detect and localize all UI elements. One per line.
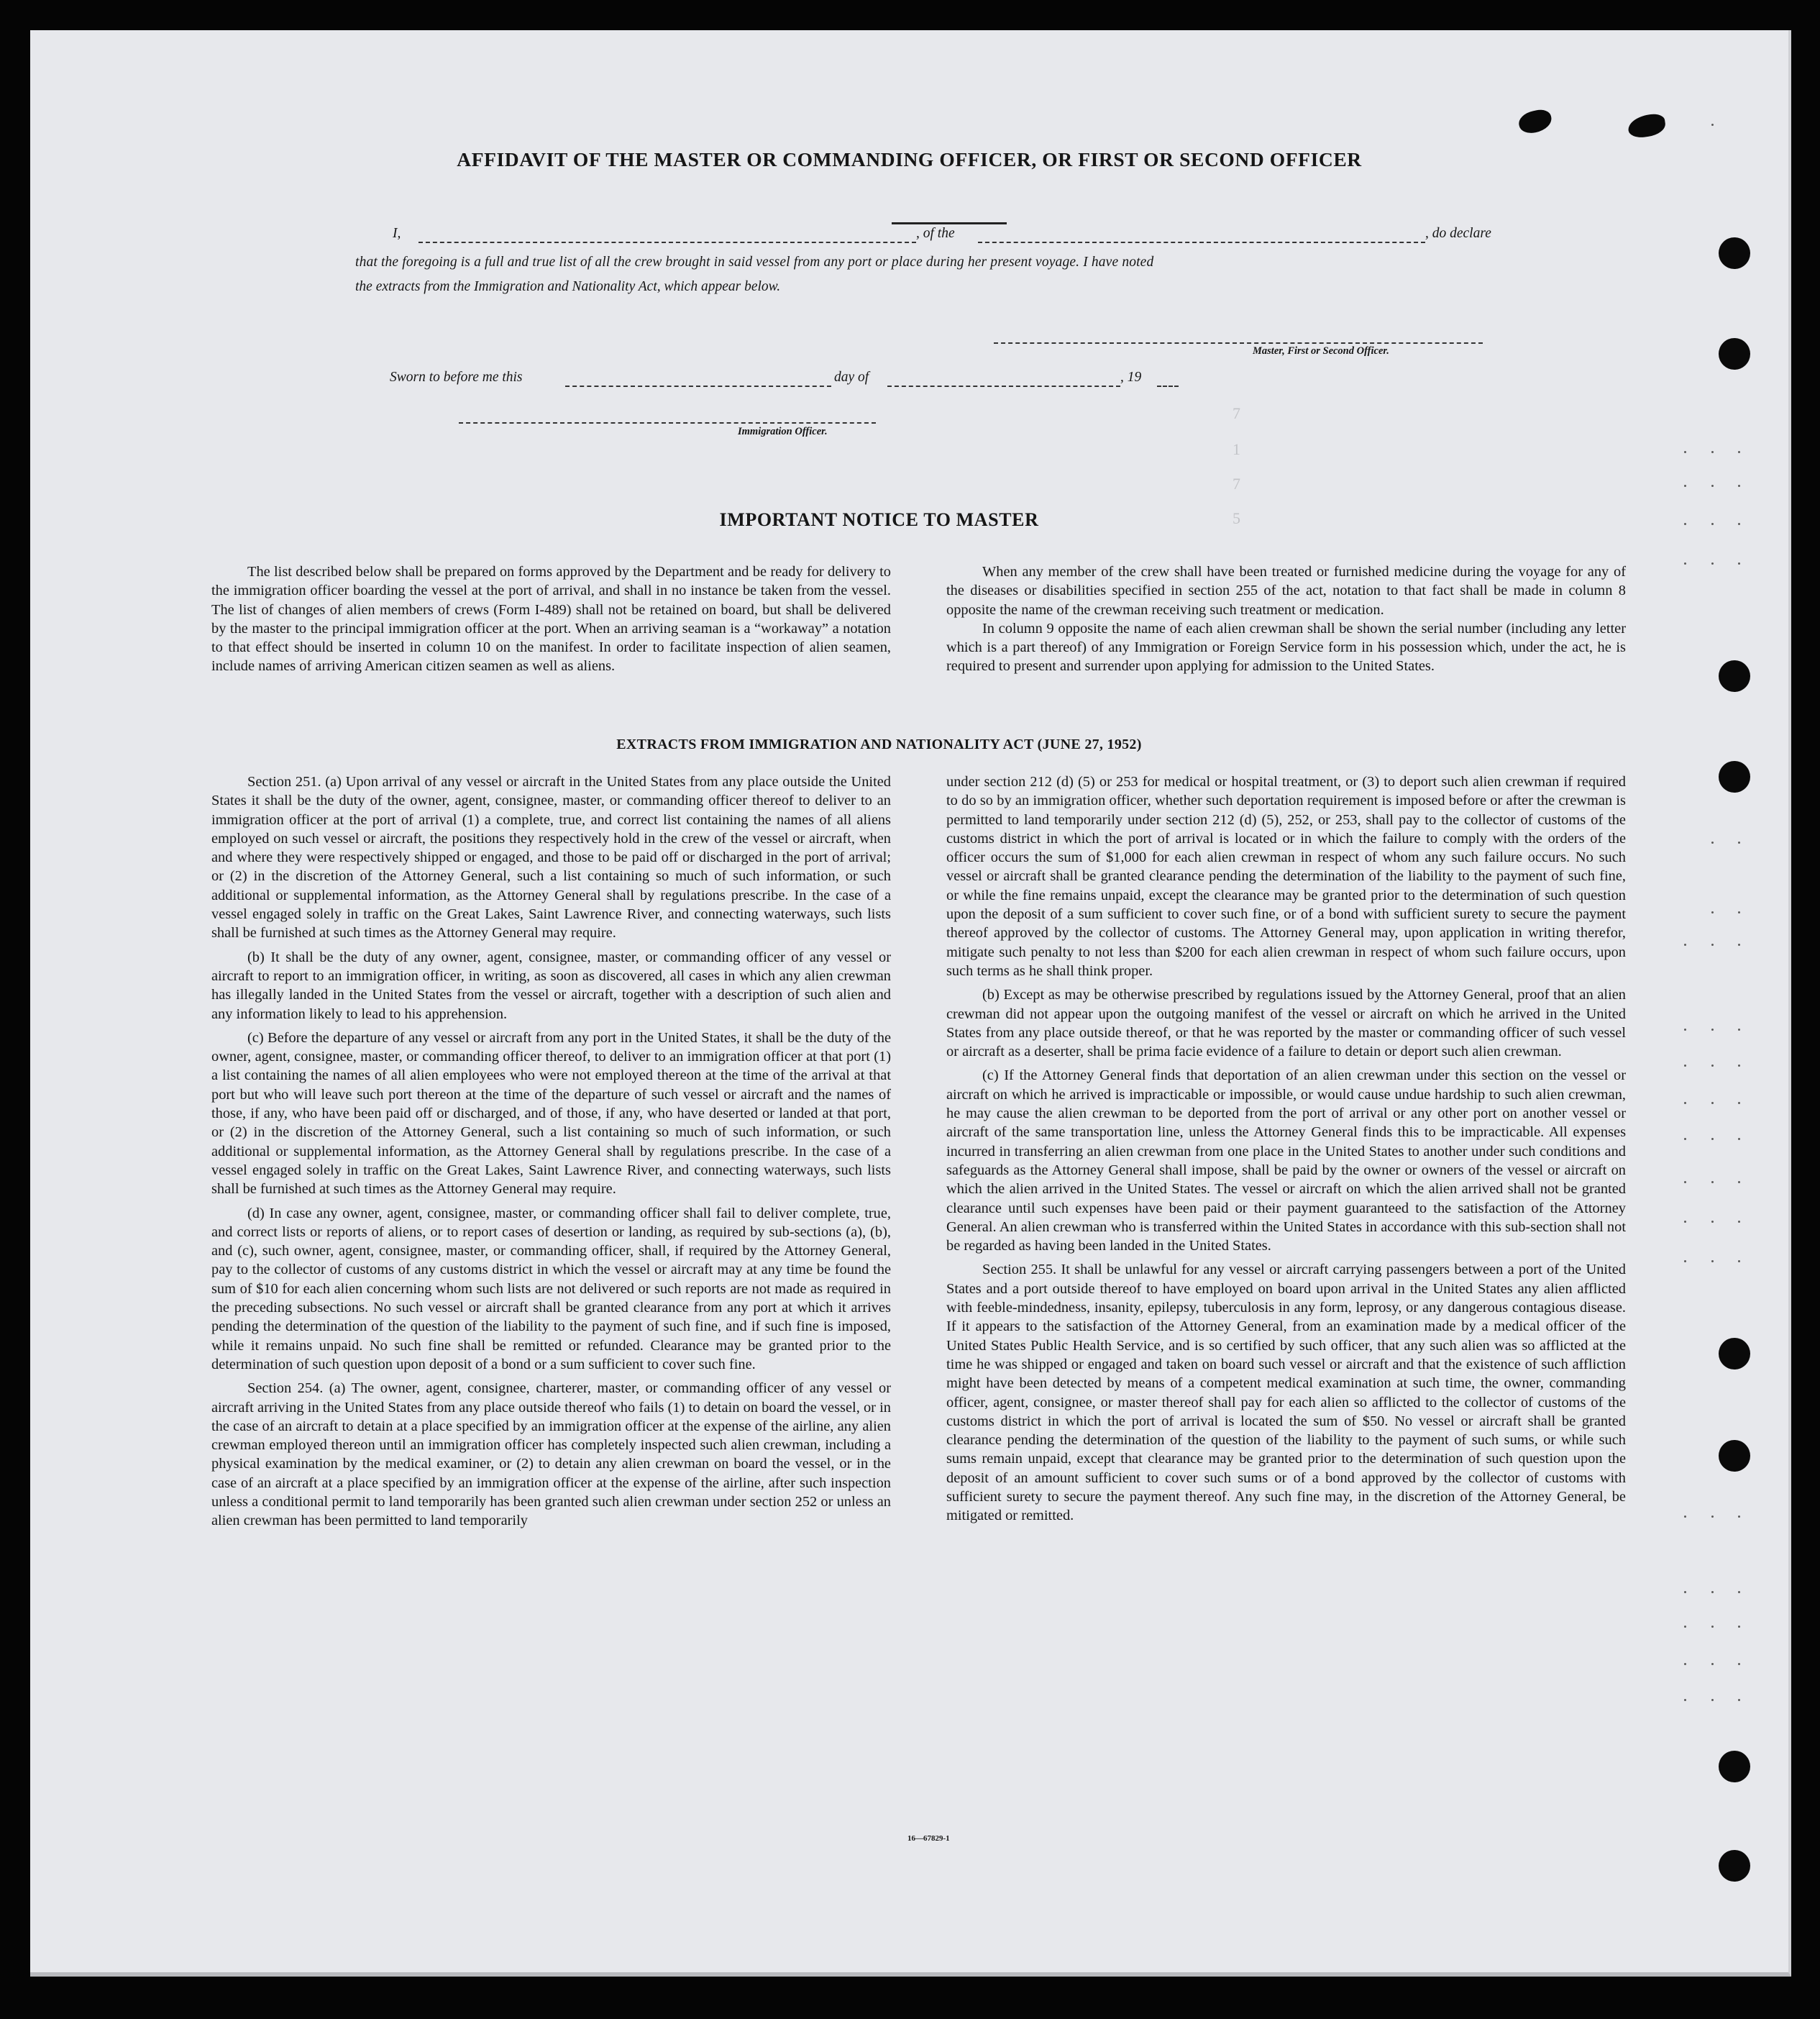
edge-mark <box>1738 1138 1740 1140</box>
affidavit-statement-line1: that the foregoing is a full and true list of all the crew brought in said vessel from any port or place during her present voyage. I have noted <box>355 255 1154 270</box>
section-251c: (c) Before the departure of any vessel or aircraft from any port in the United States, it shall be the duty of the owner, agent, consignee, master, or commanding officer thereof, to deliver to an immigration officer at that port (1) a list containing the names of all alien employees who were not employed thereon at the time of the arrival at that port but who will leave such port thereon at the time of the departure of such vessel or aircraft and the names of those, if any, who have been paid off or discharged, and of those, if any, who have deserted or landed at that port, or (2) in the discretion of the Attorney General, such a list containing so much of such information, or such additional or supplemental information, as the Attorney General shall by regulations prescribe. In the case of a vessel engaged solely in traffic on the Great Lakes, Saint Lawrence River, and connecting waterways, such lists shall be furnished at such times as the Attorney General may require. <box>211 1029 891 1198</box>
edge-mark <box>1711 911 1714 913</box>
section-251d: (d) In case any owner, agent, consignee, master, or commanding officer shall fail to deliver complete, true, and correct lists or reports of aliens, or to report cases of desertion or landing, as required by sub-sections (a), (b), and (c), such owner, agent, consignee, master, or commanding officer, shall, if required by the Attorney General, pay to the collector of customs of any customs district in which the vessel or aircraft may at any time be found the sum of $10 for each alien concerning whom such lists are not delivered or such reports are not made as required in the preceding subsections. No such vessel or aircraft shall be granted clearance from any port at which it arrives pending the determination of the question of the liability to the payment of such fine, and if such fine is imposed, while it remains unpaid. No such fine shall be remitted or refunded. Clearance may be granted prior to the determination of such question upon deposit of a bond or a sum sufficient to cover such fine. <box>211 1205 891 1372</box>
edge-mark <box>1711 485 1714 487</box>
edge-mark <box>1711 1181 1714 1183</box>
sworn-year-blank[interactable] <box>1157 386 1179 387</box>
affidavit-i-label: I, <box>393 226 401 241</box>
ghost-mark: 7 <box>1233 404 1240 422</box>
notice-right-paragraph-2: In column 9 opposite the name of each alien crewman shall be shown the serial number (including any letter which is a part thereof) of any Immigration or Foreign Service form in his possession which, under the act, he is required to present and surrender upon applying for admission to the United States. <box>946 620 1626 675</box>
edge-mark <box>1738 1221 1740 1223</box>
vessel-blank[interactable] <box>978 242 1425 243</box>
punch-hole <box>1719 660 1750 692</box>
section-254b: (b) Except as may be otherwise prescribed by regulations issued by the Attorney General, proof that an alien crewman did not appear upon the outgoing manifest of the vessel or aircraft on which he arrived in the United States from any place outside thereof, or that he was reported by the master or commanding officer of such vessel or aircraft as a deserter, shall be prima facie evidence of a failure to detain or deport such alien crewman. <box>946 987 1626 1060</box>
edge-mark <box>1738 1102 1740 1104</box>
punch-hole <box>1719 761 1750 793</box>
sworn-day-blank[interactable] <box>565 386 831 387</box>
affidavit-of-the-label: , of the <box>916 226 955 241</box>
ink-blot <box>1517 108 1553 136</box>
edge-mark <box>1711 1663 1714 1665</box>
edge-mark <box>1738 842 1740 844</box>
edge-mark <box>1738 1626 1740 1628</box>
edge-mark <box>1711 1138 1714 1140</box>
edge-mark <box>1684 1221 1686 1223</box>
edge-mark <box>1738 485 1740 487</box>
notice-right-column <box>946 562 1626 681</box>
punch-hole <box>1719 1751 1750 1782</box>
edge-mark <box>1684 1663 1686 1665</box>
edge-mark <box>1684 562 1686 565</box>
extracts-left-column <box>211 772 891 1536</box>
edge-mark <box>1711 1221 1714 1223</box>
edge-mark <box>1684 1065 1686 1067</box>
edge-mark <box>1684 1181 1686 1183</box>
edge-mark <box>1684 1260 1686 1262</box>
edge-mark <box>1738 1065 1740 1067</box>
edge-mark <box>1738 1516 1740 1518</box>
edge-mark <box>1711 562 1714 565</box>
extracts-title: EXTRACTS FROM IMMIGRATION AND NATIONALITY ACT (JUNE 27, 1952) <box>616 737 1142 752</box>
ghost-mark: 5 <box>1233 509 1240 527</box>
title-rule <box>892 222 1007 224</box>
edge-mark <box>1684 485 1686 487</box>
notice-title: IMPORTANT NOTICE TO MASTER <box>719 509 1039 530</box>
punch-hole <box>1719 1338 1750 1369</box>
edge-mark <box>1738 1663 1740 1665</box>
affidavit-title: AFFIDAVIT OF THE MASTER OR COMMANDING OFFICER, OR FIRST OR SECOND OFFICER <box>457 148 1362 170</box>
section-254a: Section 254. (a) The owner, agent, consignee, charterer, master, or commanding officer of any vessel or aircraft arriving in the United States from any place outside thereof who fails (1) to detain on board the vessel, or in the case of an aircraft to detain at a place specified by an immigration officer at the expense of the airline, any alien crewman employed thereon until an immigration officer has completely inspected such alien crewman, including a physical examination by the medical examiner, or (2) to detain any alien crewman on board the vessel, or in the case of an aircraft at a place specified by an immigration officer at the expense of the airline, after such inspection unless a conditional permit to land temporarily has been granted such alien crewman under section 252 or unless an alien crewman has been permitted to land temporarily <box>211 1380 891 1529</box>
sworn-day-of-label: day of <box>834 370 869 385</box>
edge-mark <box>1738 1591 1740 1593</box>
edge-mark <box>1738 1260 1740 1262</box>
edge-mark <box>1711 1699 1714 1701</box>
officer-label: Immigration Officer. <box>738 426 828 437</box>
notice-left-column <box>211 562 891 681</box>
sworn-prefix: Sworn to before me this <box>390 370 523 385</box>
punch-hole <box>1719 1440 1750 1472</box>
edge-mark <box>1711 1029 1714 1031</box>
edge-mark <box>1711 1626 1714 1628</box>
extracts-right-column <box>946 772 1626 1531</box>
edge-mark <box>1684 1029 1686 1031</box>
edge-mark <box>1684 451 1686 453</box>
edge-mark <box>1738 911 1740 913</box>
section-251a: Section 251. (a) Upon arrival of any vessel or aircraft in the United States from any place outside the United States it shall be the duty of the owner, agent, consignee, master, or commanding officer thereof to deliver to an immigration officer at the port of arrival (1) a complete, true, and correct list containing the names of all aliens employed on such vessel or aircraft, the positions they respectively hold in the crew of the vessel or aircraft, when and where they were respectively shipped or engaged, and those to be paid off or discharged in the port of arrival; or (2) in the discretion of the Attorney General, such a list containing so much of such information, or such additional or supplemental information, as the Attorney General shall by regulations prescribe. In the case of a vessel engaged solely in traffic on the Great Lakes, Saint Lawrence River, and connecting waterways, such lists shall be furnished at such times as the Attorney General may require. <box>211 774 891 942</box>
edge-mark <box>1684 1591 1686 1593</box>
edge-mark <box>1738 451 1740 453</box>
edge-mark <box>1684 1516 1686 1518</box>
edge-mark <box>1684 1138 1686 1140</box>
officer-signature-blank[interactable] <box>459 422 876 424</box>
sworn-year-label: , 19 <box>1120 370 1142 385</box>
edge-mark <box>1711 944 1714 946</box>
edge-mark <box>1738 562 1740 565</box>
section-251b: (b) It shall be the duty of any owner, agent, consignee, master, or commanding officer of any vessel or aircraft to report to an immigration officer, in writing, as soon as discovered, all cases in which any alien crewman has illegally landed in the United States from the vessel or aircraft, together with a description of such alien and any information likely to lead to his apprehension. <box>211 949 891 1022</box>
edge-mark <box>1738 1029 1740 1031</box>
edge-mark <box>1738 1699 1740 1701</box>
edge-mark <box>1711 1591 1714 1593</box>
edge-mark <box>1684 1626 1686 1628</box>
edge-mark <box>1711 842 1714 844</box>
ghost-mark: 7 <box>1233 475 1240 493</box>
edge-mark <box>1711 1065 1714 1067</box>
affidavit-statement-line2: the extracts from the Immigration and Nationality Act, which appear below. <box>355 279 781 294</box>
ink-blot <box>1627 113 1667 140</box>
section-254c: (c) If the Attorney General finds that deportation of an alien crewman under this section on the vessel or aircraft on which he arrived is impracticable or impossible, or would cause undue hardship to such alien crewman, he may cause the alien crewman to be deported from the port of arrival or any other port on another vessel or aircraft of the same transportation line, unless the Attorney General finds this to be impracticable. All expenses incurred in transferring an alien crewman from one place in the United States to another under such conditions and safeguards as the Attorney General shall impose, shall be paid by the owner or owners of the vessel or aircraft on which the alien arrived in the United States. The vessel or aircraft on which the alien arrived shall not be granted clearance until such expenses have been paid or their payment guaranteed to the satisfaction of the Attorney General. An alien crewman who is transferred within the United States in accordance with this sub-section shall not be regarded as having been landed in the United States. <box>946 1067 1626 1254</box>
edge-mark <box>1738 944 1740 946</box>
name-blank[interactable] <box>419 242 916 243</box>
edge-mark <box>1711 124 1714 126</box>
edge-mark <box>1711 1102 1714 1104</box>
document-page <box>30 30 1791 1977</box>
ghost-mark: 1 <box>1233 440 1240 458</box>
punch-hole <box>1719 1850 1750 1882</box>
punch-hole <box>1719 237 1750 269</box>
signature-label: Master, First or Second Officer. <box>1253 345 1389 357</box>
affidavit-declare-label: , do declare <box>1425 226 1491 241</box>
form-number: 16—67829-1 <box>907 1834 950 1843</box>
notice-left-paragraph: The list described below shall be prepared on forms approved by the Department and be ready for delivery to the immigration officer boarding the vessel at the port of arrival, and shall in no instance be taken from the vessel. The list of changes of alien members of crews (Form I-489) shall not be retained on board, but shall be delivered by the master to the principal immigration officer at the port. When an arriving seaman is a “workaway” a notation to that effect should be inserted in column 10 on the manifest. In order to facilitate inspection of alien seamen, include names of arriving American citizen seamen as well as aliens. <box>211 564 891 675</box>
punch-hole <box>1719 338 1750 370</box>
notice-right-paragraph-1: When any member of the crew shall have been treated or furnished medicine during the voyage for any of the diseases or disabilities specified in section 255 of the act, notation to that fact shall be made in column 8 opposite the name of the crewman receiving such treatment or medication. <box>946 564 1626 618</box>
section-255: Section 255. It shall be unlawful for any vessel or aircraft carrying passengers between a port of the United States and a port outside thereof to have employed on board upon arrival in the United States any alien afflicted with feeble-mindedness, insanity, epilepsy, tuberculosis in any form, leprosy, or any dangerous contagious disease. If it appears to the satisfaction of the Attorney General, from an examination made by a medical officer of the United States Public Health Service, and is so certified by such officer, that any such alien was so afflicted at the time he was shipped or engaged and taken on board such vessel or aircraft and that the existence of such affliction might have been detected by means of a competent medical examination at such time, the owner, commanding officer, agent, consignee, or master thereof shall pay for each alien so afflicted to the collector of customs of the customs district in which the port of arrival is located the sum of $50. No vessel or aircraft shall be granted clearance pending the determination of the question of the liability to the payment of such sums, or while such sums remain unpaid, except that clearance may be granted prior to the determination of such question upon the deposit of an amount sufficient to cover such sums or of a bond approved by the collector of customs with sufficient surety to secure the payment thereof. Any such fine may, in the discretion of the Attorney General, be mitigated or remitted. <box>946 1262 1626 1524</box>
signature-blank[interactable] <box>994 342 1483 344</box>
edge-mark <box>1711 1516 1714 1518</box>
edge-mark <box>1684 1102 1686 1104</box>
section-254a-continued: under section 212 (d) (5) or 253 for medical or hospital treatment, or (3) to deport such alien crewman if required to do so by an immigration officer, whether such deportation requirement is imposed before or after the crewman is permitted to land temporarily under section 212 (d) (5), 252, or 253, shall pay to the collector of customs of the customs district in which the port of arrival is located or in which the failure to comply with the orders of the officer occurs the sum of $1,000 for each alien crewman in respect of whom any such failure occurs. No such vessel or aircraft shall be granted clearance pending the determination of the liability to the payment of such fine, or while the fine remains unpaid, except the clearance may be granted prior to the determination of such question upon the deposit of a sum sufficient to cover such fine, or of a bond with sufficient surety to secure the payment thereof approved by the collector of customs. The Attorney General may, upon application in writing therefor, mitigate such penalty to not less than $200 for each alien crewman in respect of whom such failure occurs, upon such terms as he shall think proper. <box>946 774 1626 979</box>
edge-mark <box>1711 451 1714 453</box>
edge-mark <box>1738 1181 1740 1183</box>
edge-mark <box>1684 944 1686 946</box>
edge-mark <box>1684 1699 1686 1701</box>
sworn-month-blank[interactable] <box>887 386 1120 387</box>
edge-mark <box>1711 1260 1714 1262</box>
